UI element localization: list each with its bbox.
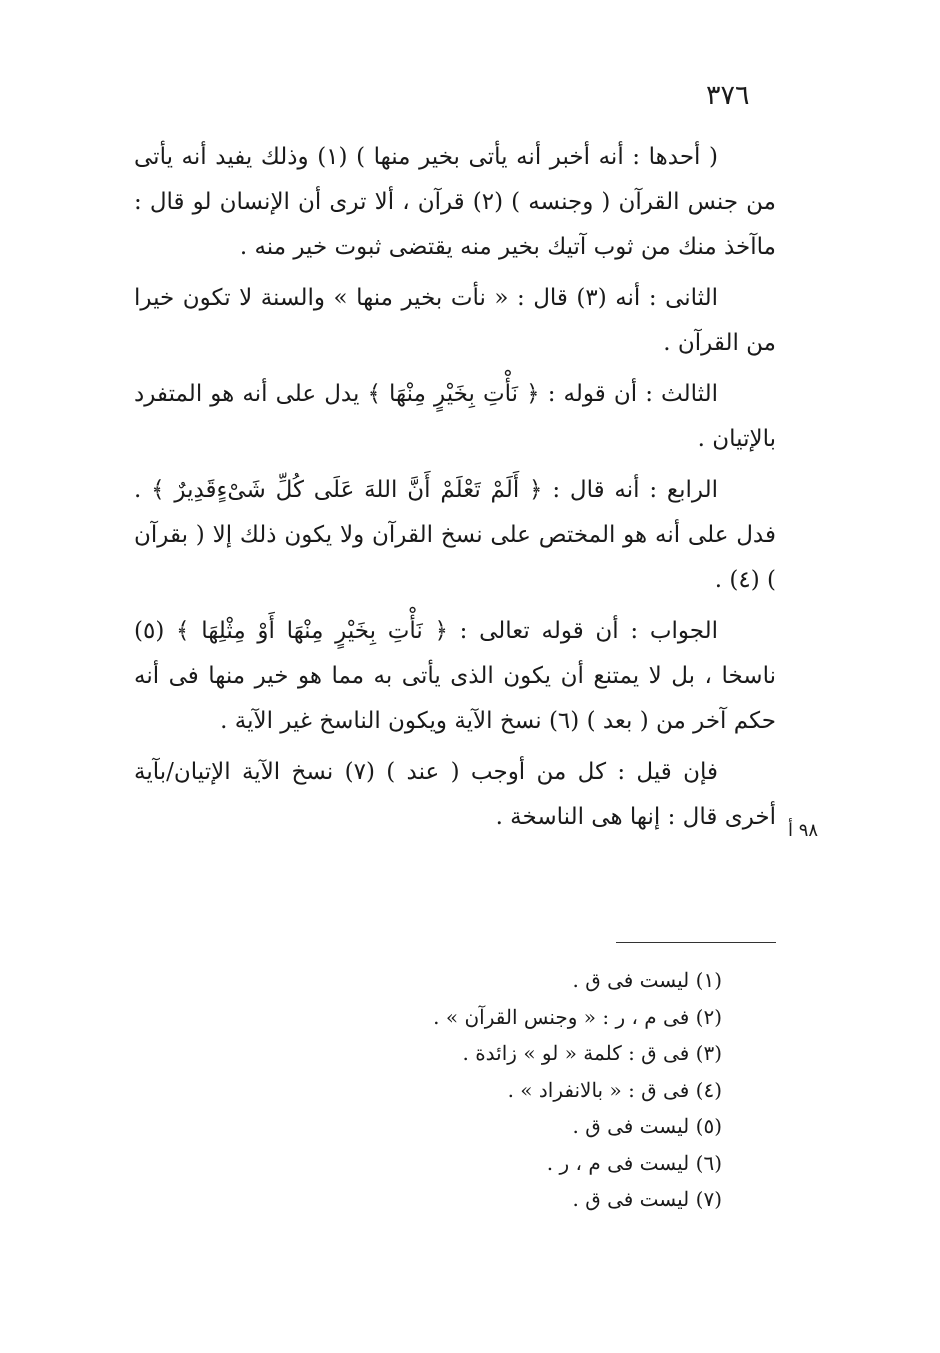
paragraph-answer: الجواب : أن قوله تعالى : ﴿ نَأْتِ بِخَيْرٍ مِنْهَا أَوْ مِثْلِهَا ﴾ (٥) ناسخا ، بل لا يمتنع أن يكون الذى يأتى به مما هو خير منها فى أنه حكم آخر من ( بعد ) (٦) نسخ الآية ويكون الناسخ غير الآية . xyxy=(134,618,776,734)
footnote-item: (٢) فى م ، ر : « وجنس القرآن » . xyxy=(433,1004,722,1029)
footnote-item: (٣) فى ق : كلمة « لو » زائدة . xyxy=(462,1041,722,1065)
footnotes-list xyxy=(250,962,722,1218)
paragraph-fourth: الرابع : أنه قال : ﴿ أَلَمْ تَعْلَمْ أَنَّ اللهَ عَلَى كُلِّ شَىْءٍقَدِيرٌ ﴾ . فدل على أنه هو المختص على نسخ القرآن ولا يكون ذلك إلا ( بقرآن ) (٤) . xyxy=(134,477,776,593)
footnote-item: (٧) ليست فى ق . xyxy=(572,1187,722,1211)
paragraph-second: الثانى : أنه (٣) قال : « نأت بخير منها » والسنة لا تكون خيرا من القرآن . xyxy=(134,285,776,356)
footnote-item: (٥) ليست فى ق . xyxy=(572,1114,722,1138)
footnote-item: (٤) فى ق : « بالانفراد » . xyxy=(507,1077,722,1102)
paragraph-objection: فإن قيل : كل من أوجب ( عند ) (٧) نسخ الآية الإتيان/بآية أخرى قال : إنها هى الناسخة . xyxy=(134,759,776,830)
page-number: ٣٧٦ xyxy=(706,80,750,111)
folio-margin-note: ٩٨ أ xyxy=(788,820,819,841)
paragraph-first: ( أحدها : أنه أخبر أنه يأتى بخير منها ) (١) وذلك يفيد أنه يأتى من جنس القرآن ( وجنسه ) (٢) قرآن ، ألا ترى أن الإنسان لو قال : ماآخذ منك من ثوب آتيك بخير منه يقتضى ثبوت خير منه . xyxy=(134,144,776,260)
footnote-item: (١) ليست فى ق . xyxy=(572,968,722,992)
footnote-divider xyxy=(616,942,776,943)
paragraph-third: الثالث : أن قوله : ﴿ نَأْتِ بِخَيْرٍ مِنْهَا ﴾ يدل على أنه هو المتفرد بالإتيان . xyxy=(134,381,776,452)
footnote-item: (٦) ليست فى م ، ر . xyxy=(546,1150,722,1175)
main-text xyxy=(134,135,776,846)
